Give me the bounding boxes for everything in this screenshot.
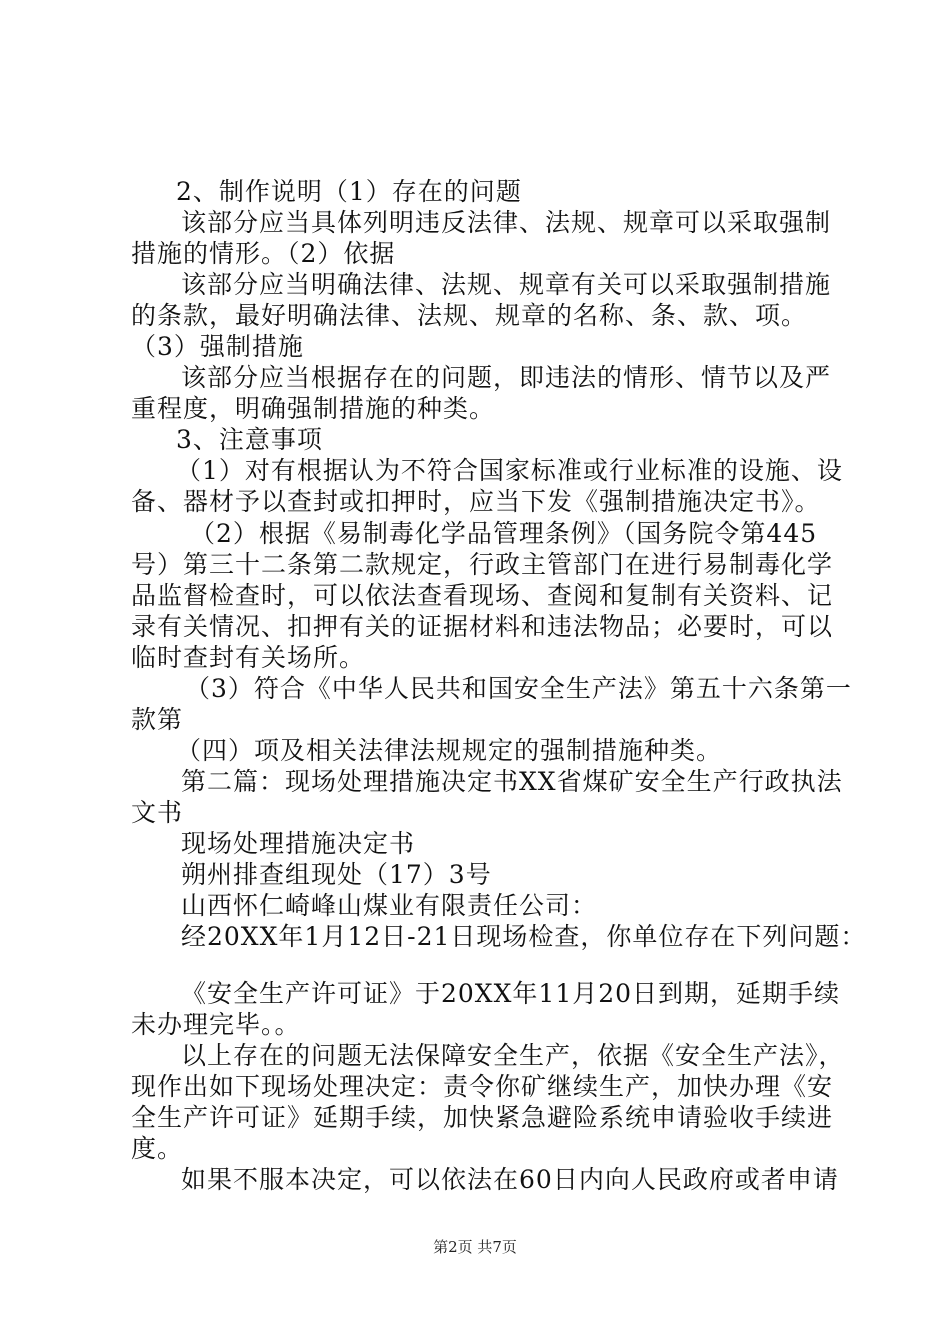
text-line: 重程度，明确强制措施的种类。 (131, 394, 496, 423)
text-line: （四）项及相关法律法规规定的强制措施种类。 (176, 736, 723, 765)
text-line: 度。 (131, 1134, 184, 1163)
text-line: 款第 (131, 705, 184, 734)
text-line: 该部分应当具体列明违反法律、法规、规章可以采取强制 (181, 208, 832, 237)
page-footer: 第2页 共7页 (433, 1238, 517, 1256)
text-line: 临时查封有关场所。 (131, 643, 366, 672)
text-line: 如果不服本决定，可以依法在60日内向人民政府或者申请 (181, 1165, 839, 1194)
text-line: 经20XX年1月12日-21日现场检查，你单位存在下列问题： (181, 922, 867, 951)
text-line: 号）第三十二条第二款规定，行政主管部门在进行易制毒化学 (131, 550, 834, 579)
text-line: 的条款，最好明确法律、法规、规章的名称、条、款、项。 (131, 301, 808, 330)
text-line: 文书 (131, 798, 184, 827)
text-line: 2、制作说明（1）存在的问题 (176, 177, 522, 206)
text-line: 3、注意事项 (176, 425, 323, 454)
text-line: 以上存在的问题无法保障安全生产，依据《安全生产法》， (181, 1041, 845, 1070)
text-line: 该部分应当根据存在的问题，即违法的情形、情节以及严 (181, 363, 832, 392)
text-line: （1）对有根据认为不符合国家标准或行业标准的设施、设 (176, 456, 843, 485)
text-line: 现场处理措施决定书 (181, 829, 416, 858)
text-line: 山西怀仁崎峰山煤业有限责任公司： (181, 891, 598, 920)
text-line: （3）强制措施 (131, 332, 304, 361)
text-line: 备、器材予以查封或扣押时，应当下发《强制措施决定书》。 (131, 487, 821, 516)
text-line: 《安全生产许可证》于20XX年11月20日到期，延期手续 (181, 979, 841, 1008)
text-line: （2）根据《易制毒化学品管理条例》（国务院令第445 (190, 519, 818, 548)
text-line: 朔州排查组现处（17）3号 (181, 860, 492, 889)
text-line: 品监督检查时，可以依法查看现场、查阅和复制有关资料、记 (131, 581, 834, 610)
text-line: 该部分应当明确法律、法规、规章有关可以采取强制措施 (181, 270, 832, 299)
text-line: 录有关情况、扣押有关的证据材料和违法物品；必要时，可以 (131, 612, 834, 641)
text-line: （3）符合《中华人民共和国安全生产法》第五十六条第一 (185, 674, 852, 703)
text-line: 措施的情形。（2）依据 (131, 239, 396, 268)
text-line: 现作出如下现场处理决定：责令你矿继续生产，加快办理《安 (131, 1072, 834, 1101)
text-line: 第二篇：现场处理措施决定书XX省煤矿安全生产行政执法 (181, 767, 843, 796)
text-line: 未办理完毕。。 (131, 1010, 301, 1039)
text-line: 全生产许可证》延期手续，加快紧急避险系统申请验收手续进 (131, 1103, 834, 1132)
